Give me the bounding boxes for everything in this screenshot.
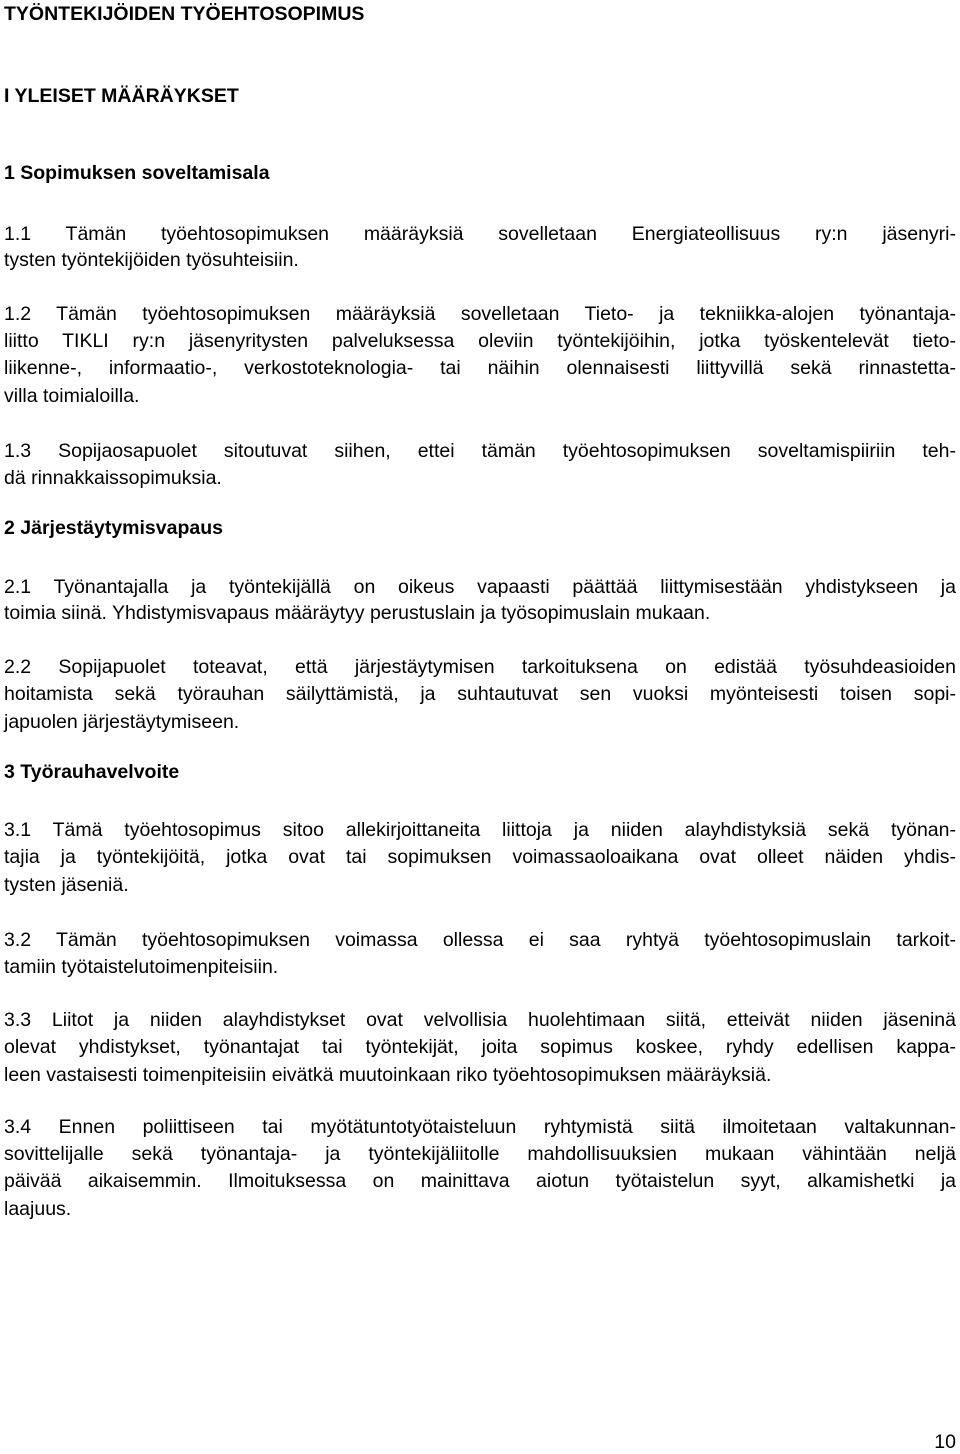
paragraph-line: tamiin työtaistelutoimenpiteisiin. — [4, 956, 279, 978]
paragraph-line: sovittelijalle sekä työnantaja- ja työntekijäliitolle mahdollisuuksien mukaan vähintään neljä — [4, 1143, 956, 1165]
paragraph-line: 3.1 Tämä työehtosopimus sitoo allekirjoittaneita liittoja ja niiden alayhdistyksiä sekä työnan- — [4, 819, 956, 841]
paragraph-line: hoitamista sekä työrauhan säilyttämistä, ja suhtautuvat sen vuoksi myönteisesti toisen sopi- — [4, 683, 956, 705]
paragraph-line: olevat yhdistykset, työnantajat tai työntekijät, joita sopimus koskee, ryhdy edellisen kappa- — [4, 1036, 956, 1058]
paragraph-line: tajia ja työntekijöitä, jotka ovat tai sopimuksen voimassaoloaikana ovat olleet näiden yhdis- — [4, 846, 956, 868]
section-heading: 1 Sopimuksen soveltamisala — [4, 162, 270, 184]
paragraph-line: 1.1 Tämän työehtosopimuksen määräyksiä sovelletaan Energiateollisuus ry:n jäsenyri- — [4, 223, 956, 245]
paragraph-line: liikenne-, informaatio-, verkostoteknologia- tai näihin olennaisesti liittyvillä sekä rinnastetta- — [4, 357, 956, 379]
paragraph-line: 3.4 Ennen poliittiseen tai myötätuntotyötaisteluun ryhtymistä siitä ilmoitetaan valtakunnan- — [4, 1116, 956, 1138]
section-heading: 3 Työrauhavelvoite — [4, 761, 180, 783]
paragraph-line: liitto TIKLI ry:n jäsenyritysten palveluksessa oleviin työntekijöihin, jotka työskentelevät tieto- — [4, 330, 956, 352]
part-heading: I YLEISET MÄÄRÄYKSET — [4, 85, 239, 107]
document-title: TYÖNTEKIJÖIDEN TYÖEHTOSOPIMUS — [4, 3, 365, 25]
paragraph-line: 3.2 Tämän työehtosopimuksen voimassa ollessa ei saa ryhtyä työehtosopimuslain tarkoit- — [4, 929, 956, 951]
section-heading: 2 Järjestäytymisvapaus — [4, 517, 223, 539]
paragraph-line: leen vastaisesti toimenpiteisiin eivätkä muutoinkaan riko työehtosopimuksen määräyksiä. — [4, 1064, 772, 1086]
paragraph-line: 1.2 Tämän työehtosopimuksen määräyksiä sovelletaan Tieto- ja tekniikka-alojen työnantaja- — [4, 303, 956, 325]
paragraph-line: japuolen järjestäytymiseen. — [4, 711, 240, 733]
paragraph-line: 2.1 Työnantajalla ja työntekijällä on oikeus vapaasti päättää liittymisestään yhdistykseen ja — [4, 576, 956, 598]
paragraph-line: päivää aikaisemmin. Ilmoituksessa on mainittava aiotun työtaistelun syyt, alkamishetki ja — [4, 1170, 956, 1192]
paragraph-line: 3.3 Liitot ja niiden alayhdistykset ovat velvollisia huolehtimaan siitä, etteivät niiden jäseninä — [4, 1009, 956, 1031]
paragraph-line: 1.3 Sopijaosapuolet sitoutuvat siihen, ettei tämän työehtosopimuksen soveltamispiiriin teh- — [4, 440, 956, 462]
paragraph-line: villa toimialoilla. — [4, 385, 140, 407]
paragraph-line: tysten työntekijöiden työsuhteisiin. — [4, 249, 299, 271]
paragraph-line: toimia siinä. Yhdistymisvapaus määräytyy perustuslain ja työsopimuslain mukaan. — [4, 602, 711, 624]
paragraph-line: tysten jäseniä. — [4, 874, 129, 896]
page-number: 10 — [934, 1431, 956, 1453]
paragraph-line: laajuus. — [4, 1198, 72, 1220]
paragraph-line: 2.2 Sopijapuolet toteavat, että järjestäytymisen tarkoituksena on edistää työsuhdeasioiden — [4, 656, 956, 678]
paragraph-line: dä rinnakkaissopimuksia. — [4, 467, 222, 489]
